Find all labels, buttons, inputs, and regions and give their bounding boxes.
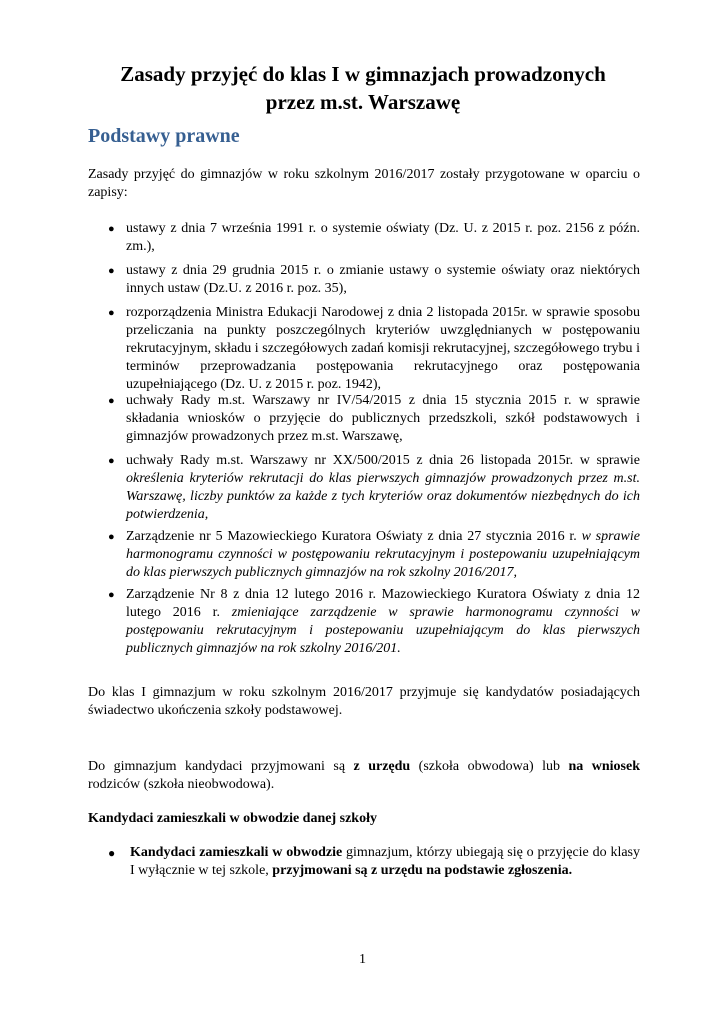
list-item: ● Kandydaci zamieszkali w obwodzie gimnazjum, którzy ubiegają się o przyjęcie do klasy I wyłącznie w tej szkole, przyjmowani są z urzędu na podstawie zgłoszenia. <box>108 845 641 878</box>
bullet-icon: ● <box>108 395 115 407</box>
title-line-1: Zasady przyjęć do klas I w gimnazjach prowadzonych <box>120 62 606 86</box>
list-item: ● Zarządzenie Nr 8 z dnia 12 lutego 2016 r. Mazowieckiego Kuratora Oświaty z dnia 12 lutego 2016 r. zmieniające zarządzenie w sprawie harmonogramu czynności w postępowaniu rekrutacyjnym i postepowaniu uzupełniającym do klas pierwszych publicznych gimnazjów na rok szkolny 2016/201. <box>108 587 640 656</box>
section-heading: Podstawy prawne <box>88 125 240 147</box>
bullet-icon: ● <box>108 265 115 277</box>
bullet-icon: ● <box>108 531 115 543</box>
list-item: ● ustawy z dnia 29 grudnia 2015 r. o zmianie ustawy o systemie oświaty oraz niektórych innych ustaw (Dz.U. z 2016 r. poz. 35), <box>108 263 640 296</box>
bullet-icon: ● <box>108 589 115 601</box>
list-item: ● rozporządzenia Ministra Edukacji Narodowej z dnia 2 listopada 2015r. w sprawie sposobu przeliczania na punkty poszczególnych kryteriów uwzględnianych w postępowaniu rekrutacyjnym, składu i szczegółowych zadań komisji rekrutacyjnej, szczegółowego trybu i terminów przeprowadzania postępowania rekrutacyjnego oraz postępowania uzupełniającego (Dz. U. z 2015 r. poz. 1942), <box>108 305 640 392</box>
list-item: ● ustawy z dnia 7 września 1991 r. o systemie oświaty (Dz. U. z 2015 r. poz. 2156 z późn. zm.), <box>108 221 640 254</box>
admission-mode-paragraph: Do gimnazjum kandydaci przyjmowani są z urzędu (szkoła obwodowa) lub na wniosek rodziców (szkoła nieobwodowa). <box>88 759 640 792</box>
bullet-icon: ● <box>108 223 115 235</box>
list-item: ● uchwały Rady m.st. Warszawy nr XX/500/2015 z dnia 26 listopada 2015r. w sprawie określenia kryteriów rekrutacji do klas pierwszych gimnazjów prowadzonych przez m.st. Warszawę, liczby punktów za każde z tych kryteriów oraz dokumentów niezbędnych do ich potwierdzenia, <box>108 453 640 522</box>
page-number: 1 <box>359 952 366 967</box>
document-title <box>60 60 666 116</box>
bullet-icon: ● <box>108 846 116 860</box>
list-item: ● Zarządzenie nr 5 Mazowieckiego Kuratora Oświaty z dnia 27 stycznia 2016 r. w sprawie harmonogramu czynności w postępowaniu rekrutacyjnym i postepowaniu uzupełniającym do klas pierwszych publicznych gimnazjów na rok szkolny 2016/2017, <box>108 529 640 580</box>
subsection-heading: Kandydaci zamieszkali w obwodzie danej szkoły <box>88 811 377 826</box>
list-item: ● uchwały Rady m.st. Warszawy nr IV/54/2015 z dnia 15 stycznia 2015 r. w sprawie składania wniosków o przyjęcie do publicznych przedszkoli, szkół podstawowych i gimnazjów prowadzonych przez m.st. Warszawę, <box>108 393 640 444</box>
admission-paragraph: Do klas I gimnazjum w roku szkolnym 2016/2017 przyjmuje się kandydatów posiadających świadectwo ukończenia szkoły podstawowej. <box>88 685 640 718</box>
intro-paragraph: Zasady przyjęć do gimnazjów w roku szkolnym 2016/2017 zostały przygotowane w oparciu o zapisy: <box>88 167 640 200</box>
bullet-icon: ● <box>108 307 115 319</box>
title-line-2: przez m.st. Warszawę <box>265 90 461 114</box>
bullet-icon: ● <box>108 455 115 467</box>
